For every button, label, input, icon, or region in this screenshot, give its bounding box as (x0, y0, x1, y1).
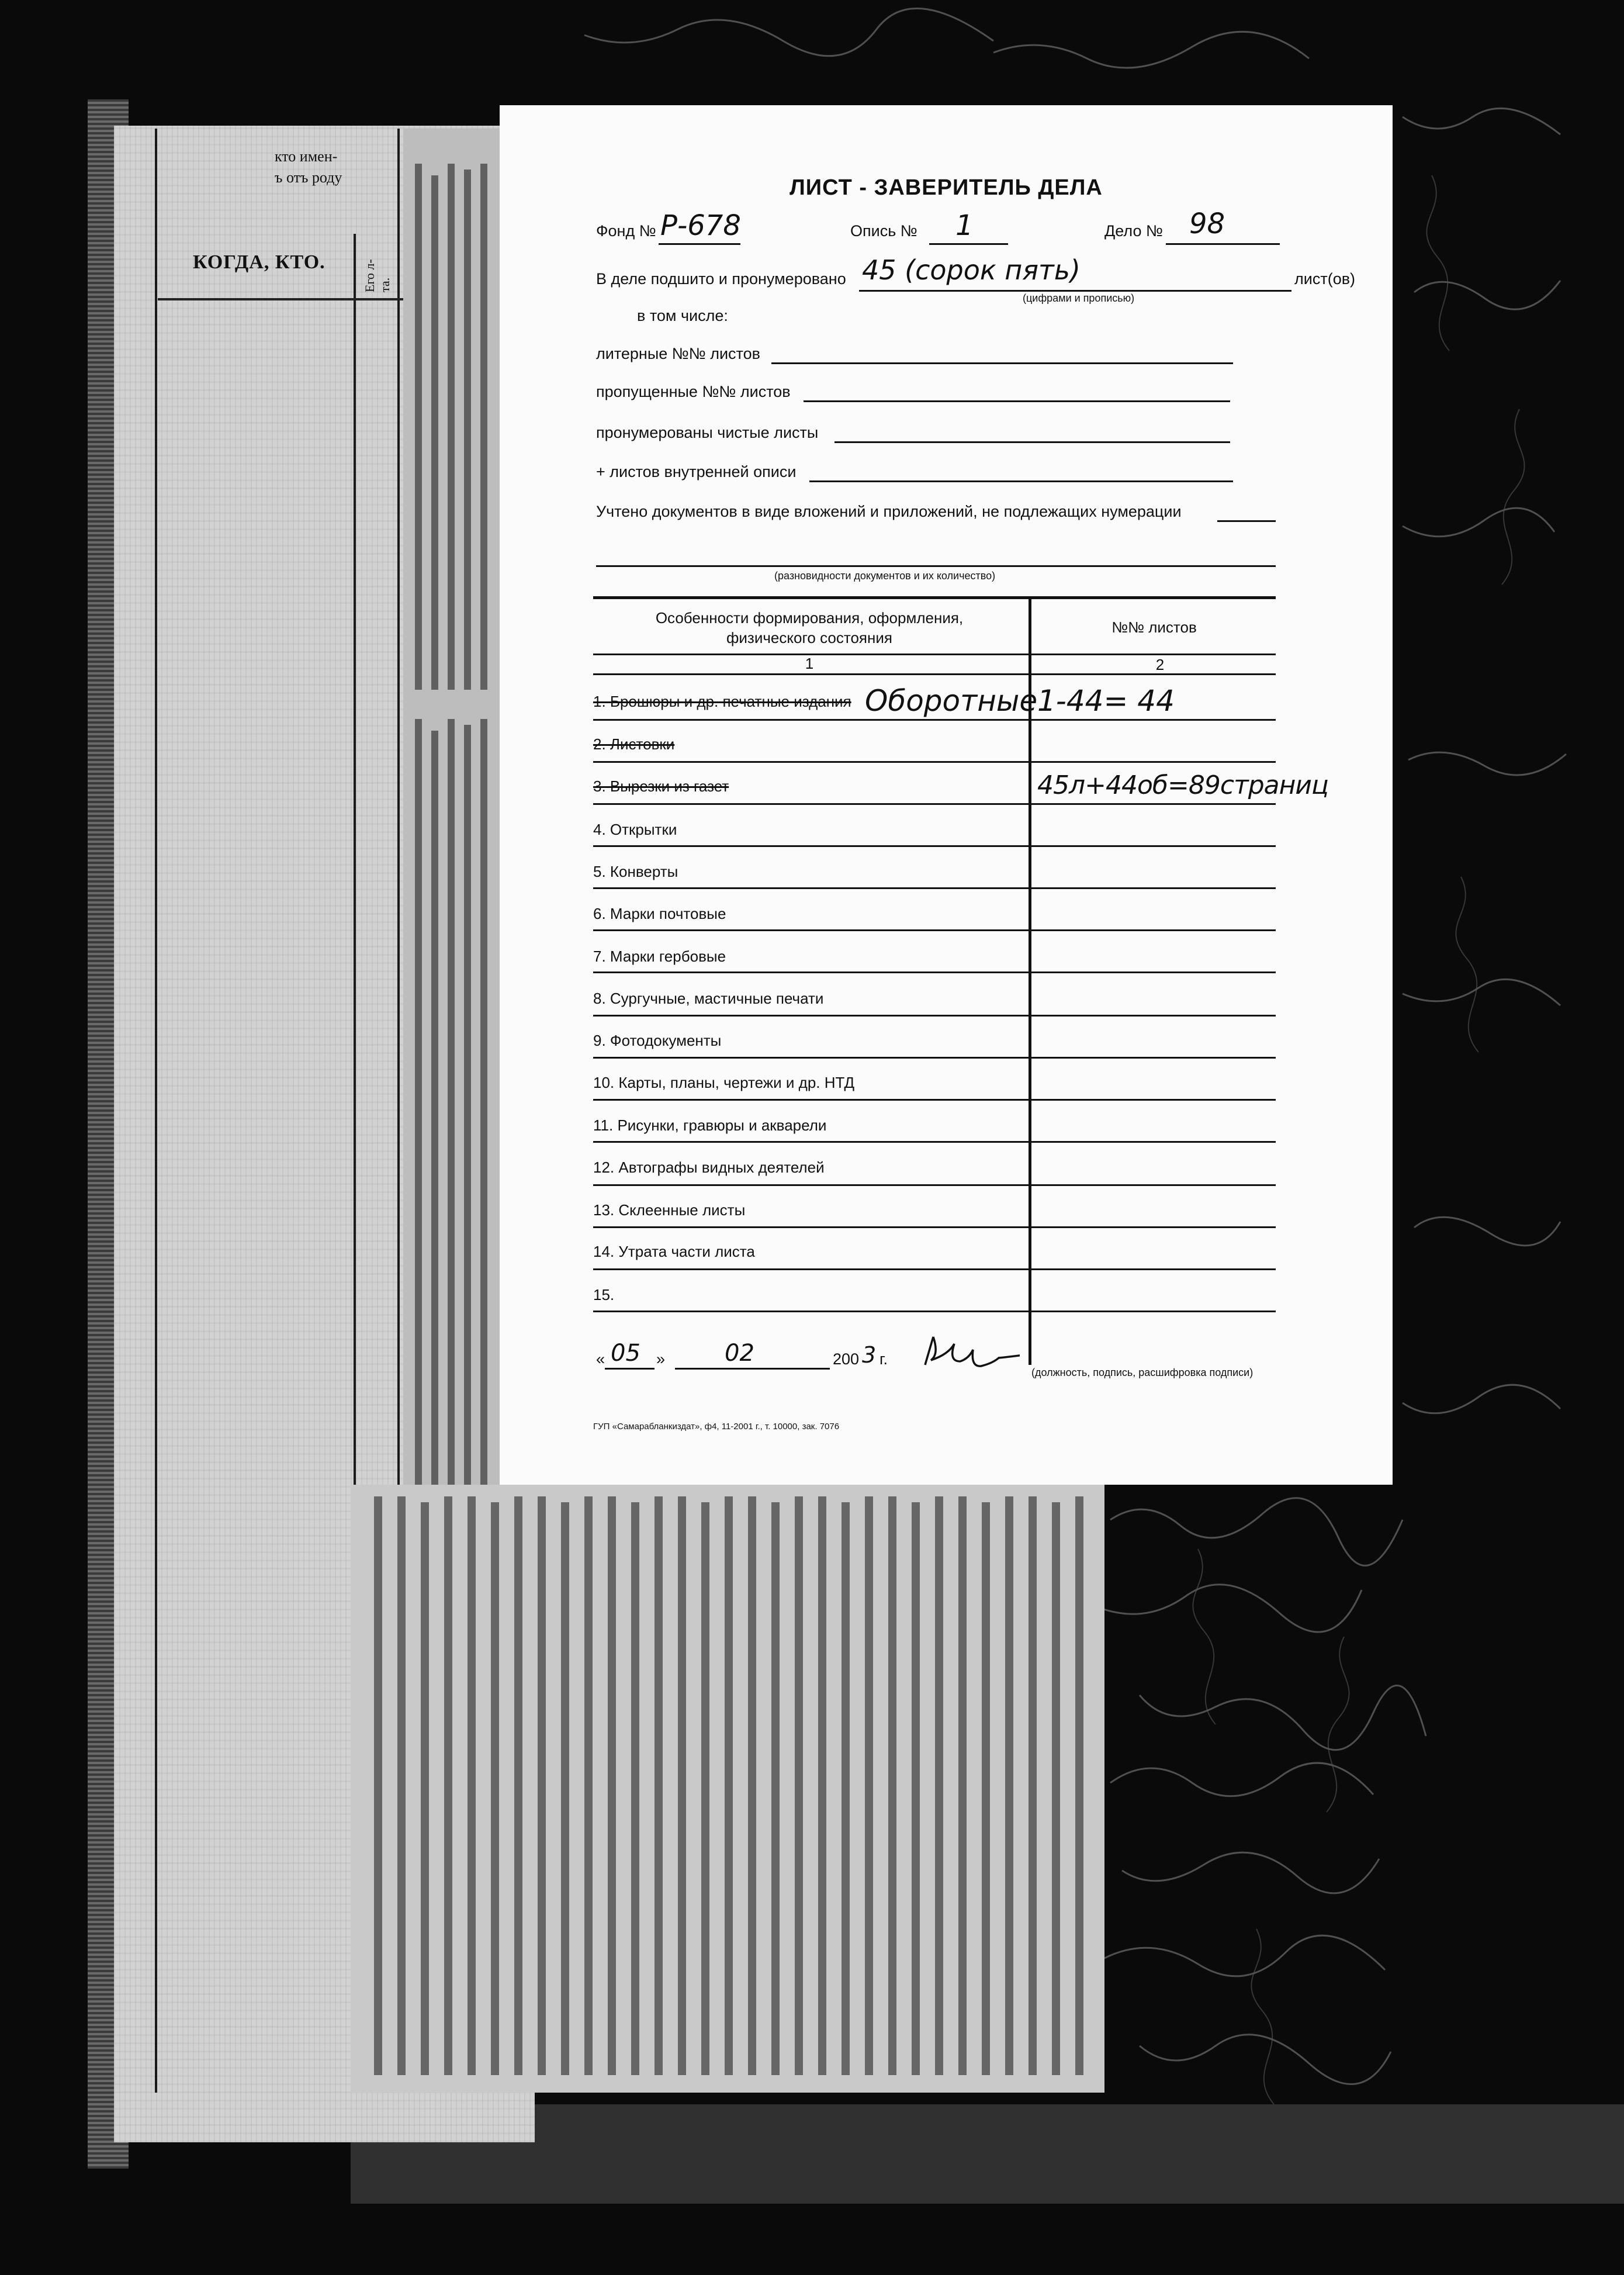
raznovidnosti-hint: (разновидности документов и их количество) (774, 570, 996, 582)
podshito-label: В деле подшито и пронумеровано (596, 270, 846, 288)
podshito-hint: (цифрами и прописью) (1023, 292, 1135, 304)
table-row-label: 4. Открытки (593, 821, 677, 838)
table-row-label: 14. Утрата части листа (593, 1243, 755, 1260)
delo-underline (1166, 243, 1280, 245)
date-year-suffix: г. (879, 1350, 888, 1368)
date-day: 05 (611, 1340, 640, 1367)
table-row-label: 3. Вырезки из газет (593, 777, 729, 795)
propushchennye-underline (804, 400, 1230, 402)
table-row-rule (593, 1184, 1276, 1186)
book-header-eto: Его л-та. (362, 259, 392, 292)
table-row-rule (593, 719, 1276, 721)
table-row-label: 7. Марки гербовые (593, 948, 726, 965)
date-year-prefix: 200 (833, 1350, 860, 1368)
date-day-underline (605, 1368, 655, 1370)
fond-value: Р-678 (660, 209, 741, 242)
chistye-underline (834, 441, 1230, 443)
date-open-quote: « (596, 1350, 605, 1368)
table-row-rule (593, 761, 1276, 763)
table-row-label: 2. Листовки (593, 735, 675, 753)
col2-num: 2 (1155, 656, 1165, 673)
fond-label: Фонд № (596, 222, 656, 240)
signature (920, 1330, 1020, 1374)
table-row-rule (593, 971, 1276, 973)
table-row-label: 9. Фотодокументы (593, 1032, 722, 1049)
literal-underline (771, 362, 1233, 364)
uchteno-label: Учтено документов в виде вложений и приложений, не подлежащих нумерации (596, 503, 1182, 520)
table-row-rule (593, 803, 1276, 805)
table-row-label: 6. Марки почтовые (593, 905, 726, 922)
podshito-suffix: лист(ов) (1294, 270, 1356, 288)
table-row-rule (593, 1226, 1276, 1228)
date-year-digit: 3 (862, 1342, 877, 1368)
table-row-label: 5. Конверты (593, 863, 678, 880)
v-tom-chisle: в том числе: (637, 307, 728, 324)
delo-value: 98 (1189, 208, 1225, 240)
book-column-rule (155, 129, 157, 2093)
date-month: 02 (725, 1340, 754, 1367)
opis-label: Опись № (850, 222, 917, 240)
opis-underline (929, 243, 1008, 245)
newspaper-clipping (351, 1485, 1104, 2093)
date-month-underline (675, 1368, 830, 1370)
table-row-rule (593, 929, 1276, 931)
chistye-label: пронумерованы чистые листы (596, 424, 819, 441)
book-table-header (158, 246, 403, 300)
printer-note: ГУП «Самарабланкиздат», ф4, 11-2001 г., т. 10000, зак. 7076 (593, 1422, 840, 1432)
table-row-rule (593, 1311, 1276, 1312)
table-row-rule (593, 1141, 1276, 1143)
podshito-underline (859, 290, 1291, 292)
table-row-label: 12. Автографы видных деятелей (593, 1159, 825, 1176)
delo-label: Дело № (1104, 222, 1163, 240)
table-row-rule (593, 887, 1276, 889)
table-row-rule (593, 1015, 1276, 1017)
table-row-label: 10. Карты, планы, чертежи и др. НТД (593, 1074, 855, 1091)
book-header-top: кто имен- ъ отъ роду (275, 148, 342, 186)
row1-handwritten: Оборотные (865, 684, 1038, 718)
table-row-label: 13. Склеенные листы (593, 1201, 746, 1219)
date-close-quote: » (656, 1350, 666, 1368)
table-row-label: 15. (593, 1286, 615, 1304)
book-header-kto: КОГДА, КТО. (193, 251, 326, 273)
col2-header: №№ листов (1111, 618, 1197, 636)
propushchennye-label: пропущенные №№ листов (596, 383, 791, 400)
table-row-label: 8. Сургучные, мастичные печати (593, 990, 824, 1007)
uchteno-second-line (596, 565, 1276, 567)
row1-value: 1-44= 44 (1037, 684, 1175, 718)
table-row-label: 1. Брошюры и др. печатные издания (593, 693, 851, 710)
table-row-rule (593, 1057, 1276, 1059)
table-row-rule (593, 845, 1276, 847)
vnutr-opis-label: + листов внутренней описи (596, 463, 797, 480)
row3-value: 45л+44об=89страниц (1037, 770, 1328, 800)
opis-value: 1 (955, 209, 974, 242)
fond-underline (659, 243, 740, 245)
certification-sheet (500, 105, 1393, 1485)
table-row-label: 11. Рисунки, гравюры и акварели (593, 1116, 827, 1134)
printed-column-strip (403, 129, 503, 1555)
col1-header: Особенности формирования, оформления, физического состояния (655, 609, 964, 646)
uchteno-underline (1217, 520, 1276, 522)
sheet-title: ЛИСТ - ЗАВЕРИТЕЛЬ ДЕЛА (790, 175, 1103, 200)
literal-label: литерные №№ листов (596, 345, 760, 362)
col1-num: 1 (805, 655, 814, 672)
table-row-rule (593, 1099, 1276, 1101)
signature-hint: (должность, подпись, расшифровка подписи) (1031, 1367, 1254, 1378)
vnutr-opis-underline (809, 480, 1233, 482)
table-row-rule (593, 1268, 1276, 1270)
podshito-value: 45 (сорок пять) (862, 254, 1081, 286)
